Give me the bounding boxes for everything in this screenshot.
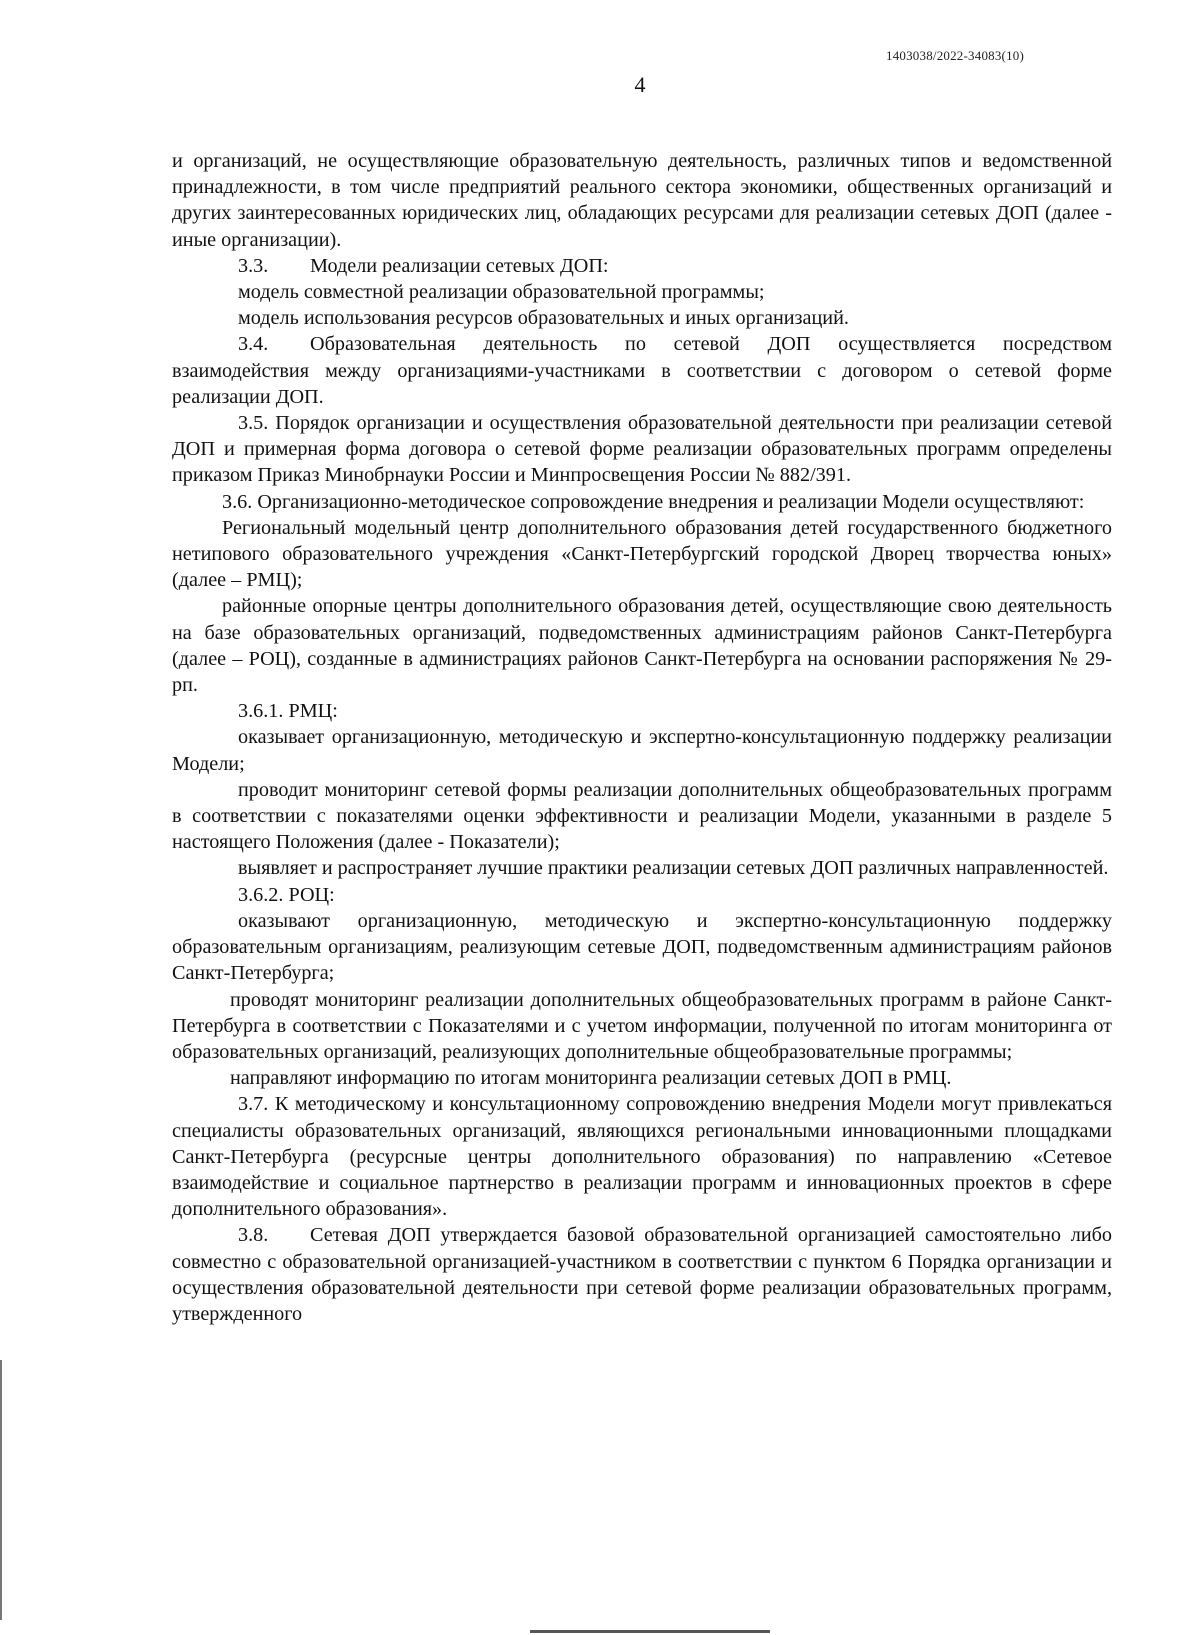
- paragraph-text: Образовательная деятельность по сетевой ДОП осуществляется посредством взаимодействия между организациями-участниками в соответствии с договором о сетевой форме реализации ДОП.: [172, 333, 1112, 408]
- list-item-rmc-practices: выявляет и распространяет лучшие практики реализации сетевых ДОП различных направленностей.: [238, 857, 1109, 880]
- list-item-roc-support: оказывают организационную, методическую и экспертно-консультационную поддержку образовательным организациям, реализующим сетевые ДОП, подведомственным администрациям районов Санкт-Петербурга;: [172, 909, 1112, 985]
- paragraph-text: Модели реализации сетевых ДОП:: [310, 254, 609, 277]
- paragraph-3-6-1: 3.6.1. РМЦ:: [238, 700, 338, 723]
- document-registration-number: 1403038/2022-34083(10): [886, 48, 1024, 63]
- page-number: 4: [634, 72, 646, 97]
- list-item-model-resources: модель использования ресурсов образовательных и иных организаций.: [238, 307, 849, 330]
- paragraph-continuation: и организаций, не осуществляющие образовательную деятельность, различных типов и ведомственной принадлежности, в том числе предприятий реального сектора экономики, общественных организаций и других заинтересованных юридических лиц, обладающих ресурсами для реализации сетевых ДОП (далее - иные организации).: [172, 150, 1112, 251]
- paragraph-3-3: [172, 253, 1112, 279]
- paragraph-3-4: [172, 331, 1112, 410]
- list-item-roc-monitoring: проводят мониторинг реализации дополнительных общеобразовательных программ в районе Санкт-Петербурга в соответствии с Показателями и с учетом информации, полученной по итогам мониторинга от образовательных организаций, реализующих дополнительные общеобразовательные программы;: [172, 988, 1112, 1063]
- clause-number: 3.4.: [238, 333, 269, 356]
- paragraph-3-6: 3.6. Организационно-методическое сопровождение внедрения и реализации Модели осуществляют:: [222, 490, 1085, 513]
- list-item-rmc-support: оказывает организационную, методическую и экспертно-консультационную поддержку реализации Модели;: [172, 726, 1112, 775]
- paragraph-3-5: 3.5. Порядок организации и осуществления образовательной деятельности при реализации сетевой ДОП и примерная форма договора о сетевой форме реализации образовательных программ определены приказом Приказ Минобрнауки России и Минпросвещения России № 882/391.: [172, 412, 1112, 487]
- list-item-model-joint: модель совместной реализации образовательной программы;: [238, 281, 765, 304]
- paragraph-3-8: [172, 1222, 1112, 1327]
- clause-number: 3.8.: [238, 1224, 269, 1247]
- paragraph-rmc: Региональный модельный центр дополнительного образования детей государственного бюджетного нетипового образовательного учреждения «Санкт-Петербургский городской Дворец творчества юных» (далее – РМЦ);: [172, 516, 1112, 592]
- paragraph-text: Сетевая ДОП утверждается базовой образовательной организацией самостоятельно либо совместно с образовательной организацией-участником в соответствии с пунктом 6 Порядка организации и осуществления образовательной деятельности при сетевой форме реализации образовательных программ, утвержденного: [172, 1224, 1112, 1325]
- paragraph-roc: районные опорные центры дополнительного образования детей, осуществляющие свою деятельность на базе образовательных организаций, подведомственных администрациям районов Санкт-Петербурга (далее – РОЦ), созданные в администрациях районов Санкт-Петербурга на основании распоряжения № 29-рп.: [172, 595, 1112, 697]
- scan-bottom-mark: [530, 1630, 770, 1633]
- paragraph-3-6-2: 3.6.2. РОЦ:: [238, 883, 335, 906]
- clause-number: 3.3.: [238, 254, 269, 277]
- list-item-rmc-monitoring: проводит мониторинг сетевой формы реализации дополнительных общеобразовательных программ в соответствии с показателями оценки эффективности и реализации Модели, указанными в разделе 5 настоящего Положения (далее - Показатели);: [172, 778, 1112, 854]
- document-body: [172, 148, 1112, 1327]
- scan-edge-mark: [0, 1360, 2, 1620]
- paragraph-3-7: 3.7. К методическому и консультационному сопровождению внедрения Модели могут привлекаться специалисты образовательных организаций, являющихся региональными инновационными площадками Санкт-Петербурга (ресурсные центры дополнительного образования) по направлению «Сетевое взаимодействие и социальное партнерство в реализации программ и инновационных проектов в сфере дополнительного образования».: [172, 1093, 1112, 1221]
- list-item-roc-report: направляют информацию по итогам мониторинга реализации сетевых ДОП в РМЦ.: [230, 1067, 952, 1090]
